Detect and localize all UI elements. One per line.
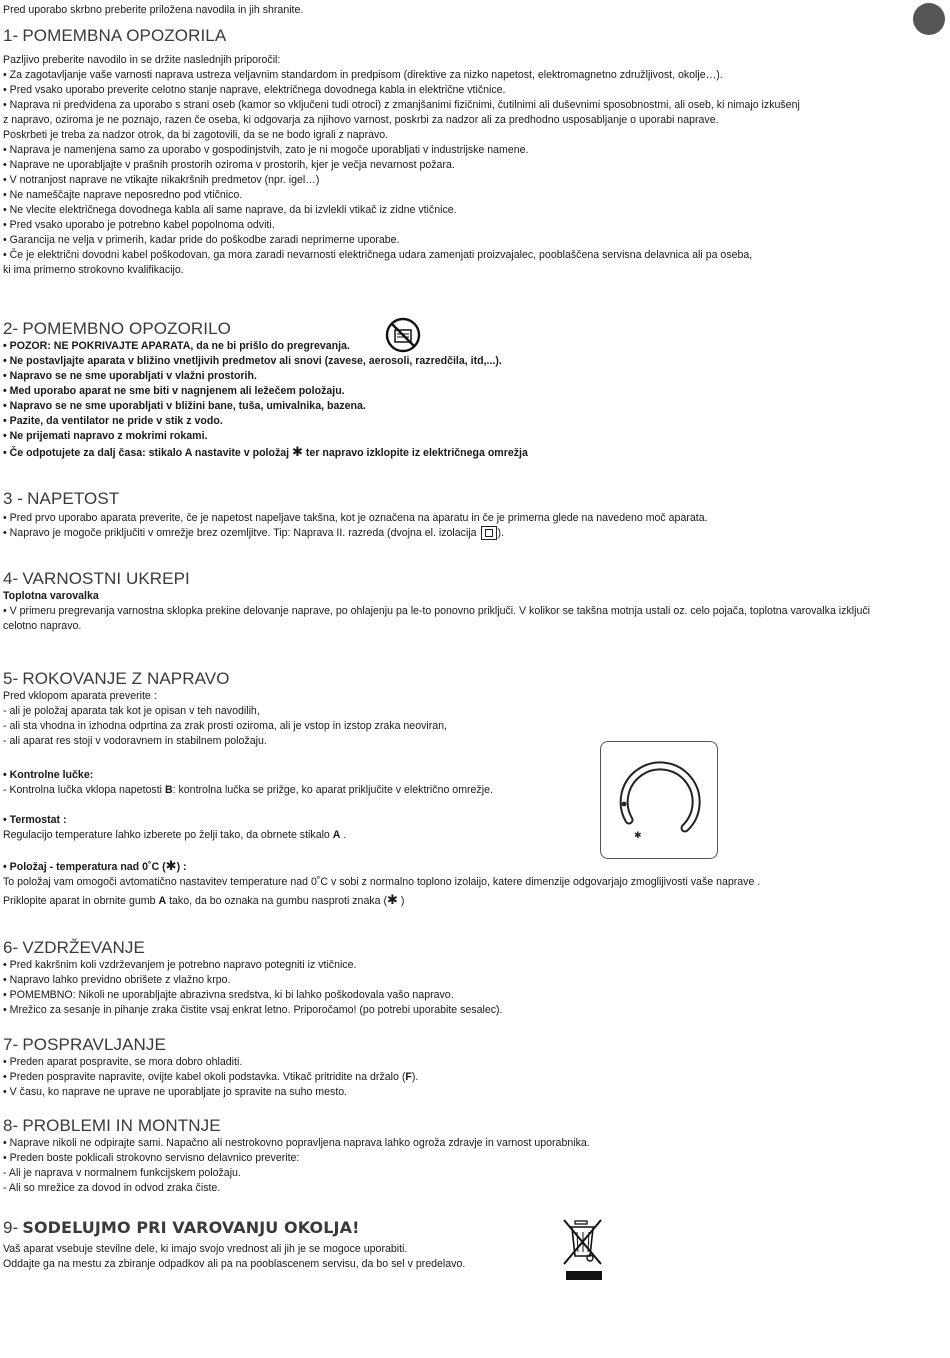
- paragraph-line: • Napravo lahko previdno obrišete z vlažno krpo.: [3, 974, 231, 986]
- paragraph-line: [3, 892, 943, 909]
- paragraph-line: Oddajte ga na mestu za zbiranje odpadkov ali pa na pooblascenem servisu, da bo sel v predelavo.: [3, 1258, 466, 1270]
- section-title: ROKOVANJE Z NAPRAVO: [22, 669, 230, 688]
- section-number: 4-: [3, 569, 19, 588]
- paragraph-line: • Naprave ne uporabljajte v prašnih prostorih oziroma v prostorih, kjer je večja nevarnost požara.: [3, 159, 455, 171]
- paragraph-line: • Naprava je namenjena samo za uporabo v gospodinjstvih, zato je ni mogoče uporabljati v industrijske namene.: [3, 144, 529, 156]
- warning-line: • Napravo se ne sme uporabljati v bližini bane, tuša, umivalnika, bazena.: [3, 400, 366, 412]
- paragraph-line: • V času, ko naprave ne uprave ne uporabljate jo spravite na suho mesto.: [3, 1086, 348, 1098]
- paragraph-text: ).: [497, 527, 504, 539]
- paragraph-line: To položaj vam omogoči avtomatično nastavitev temperature nad 0˚C v sobi z normalno toplono izolaijo, katere dimenzije odgovarjajo zmoglijivosti vaše naprave .: [3, 876, 761, 888]
- paragraph-line: - ali aparat res stoji v vodoravnem in stabilnem položaju.: [3, 735, 267, 747]
- do-not-cover-icon: [384, 316, 422, 354]
- paragraph-line: • POMEMBNO: Nikoli ne uporabljajte abrazivna sredstva, ki bi lahko poškodovala vašo napravo.: [3, 989, 454, 1001]
- section-title: POSPRAVLJANJE: [22, 1035, 166, 1054]
- paragraph-line: • Naprava ni predvidena za uporabo s strani oseb (kamor so vključeni tudi otroci) z zmanjšanimi fizičnimi, čutilnimi ali duševnimi sposobnostmi, ali oseb, ki nimajo izkušenj: [3, 99, 800, 111]
- paragraph-line: • V notranjost naprave ne vtikajte nikakršnih predmetov (npr. igel…): [3, 174, 320, 186]
- paragraph-line: • Mrežico za sesanje in pihanje zraka čistite vsaj enkrat letno. Priporočamo! (po potrebi uporabite sesalec).: [3, 1004, 503, 1016]
- paragraph-text: ): [400, 895, 405, 907]
- paragraph-text: Priklopite aparat in obrnite gumb: [3, 895, 156, 907]
- section-5: [3, 669, 943, 909]
- crossed-out-wheelie-bin-icon: [561, 1218, 605, 1282]
- paragraph-line: • Garancija ne velja v primerih, kadar pride do poškodbe zaradi neprimerne uporabe.: [3, 234, 400, 246]
- intro-text: Pred uporabo skrbno preberite priložena navodila in jih shranite.: [3, 4, 304, 16]
- section-4-heading: [3, 569, 943, 589]
- section-8: [3, 1116, 943, 1196]
- paragraph-line: - Ali so mrežice za dovod in odvod zraka čiste.: [3, 1182, 221, 1194]
- paragraph-text: Regulacijo temperature lahko izberete po želji tako, da obrnete stikalo: [3, 829, 330, 841]
- section-1: [3, 26, 943, 278]
- paragraph-text: ).: [411, 1071, 419, 1083]
- paragraph-line: • Ne nameščajte naprave neposredno pod vtičnico.: [3, 189, 243, 201]
- section-number: 8-: [3, 1116, 19, 1135]
- paragraph-line: Vaš aparat vsebuje stevilne dele, ki imajo svojo vrednost ali jih je se mogoce uporabiti.: [3, 1243, 408, 1255]
- warning-text: ter napravo izklopite iz električnega omrežja: [305, 447, 528, 459]
- section-title: POMEMBNA OPOZORILA: [22, 26, 227, 45]
- section-9: [3, 1218, 943, 1272]
- paragraph-line: • Za zagotavljanje vaše varnosti naprava ustreza veljavnim standardom in predpisom (direktive za nizko napetost, elektromagnetno združljivost, okolje…).: [3, 69, 723, 81]
- paragraph-text: tako, da bo oznaka na gumbu nasproti znaka (: [169, 895, 387, 907]
- section-title: NAPETOST: [27, 489, 120, 508]
- paragraph-line: • Pred vsako uporabo preverite celotno stanje naprave, električnega dovodnega kabla in električne vtičnice.: [3, 84, 506, 96]
- warning-line: • Napravo se ne sme uporabljati v vlažni prostorih.: [3, 370, 257, 382]
- letter-label: B: [164, 784, 173, 796]
- paragraph-line: • Pred vsako uporabo je potrebno kabel popolnoma odviti.: [3, 219, 275, 231]
- paragraph-line: • V primeru pregrevanja varnostna sklopka prekine delovanje naprave, po ohlajenju pa le-to ponovno priključi. V kolikor se takšna motnja ustali oz. celo pojača, toplotna varovalka izključi: [3, 605, 870, 617]
- section-title: VARNOSTNI UKREPI: [22, 569, 190, 588]
- warning-line: • Med uporabo aparat ne sme biti v nagnjenem ali ležečem položaju.: [3, 385, 345, 397]
- paragraph-line: • Če je električni dovodni kabel poškodovan, ga mora zaradi nevarnosti električnega udara zamenjati proizvajalec, pooblaščena servisna delavnica ali pa oseba,: [3, 249, 753, 261]
- section-3: [3, 489, 943, 541]
- paragraph-line: • Pred prvo uporabo aparata preverite, če je napetost napeljave takšna, kot je označena na aparatu in če je primerna glede na navedeno moč aparata.: [3, 512, 708, 524]
- letter-label: A: [158, 895, 167, 907]
- warning-line: • Ne prijemati napravo z mokrimi rokami.: [3, 430, 208, 442]
- paragraph-line: • Pred kakršnim koli vzdrževanjem je potrebno napravo potegniti iz vtičnice.: [3, 959, 357, 971]
- warning-line: • POZOR: NE POKRIVAJTE APARATA, da ne bi prišlo do pregrevanja.: [3, 340, 350, 352]
- paragraph-text: • Preden pospravite napravite, ovijte kabel okoli podstavka. Vtikač pritridite na držalo (: [3, 1071, 406, 1083]
- warning-line: [3, 444, 943, 461]
- letter-label: A: [332, 829, 341, 841]
- paragraph-line: Pred vklopom aparata preverite :: [3, 690, 157, 702]
- section-5-heading: [3, 669, 943, 689]
- paragraph-line: ki ima primerno strokovno kvalifikacijo.: [3, 264, 184, 276]
- warning-text: • Če odpotujete za dalj časa: stikalo A nastavite v položaj: [3, 447, 290, 459]
- paragraph-line: [3, 783, 943, 798]
- subheading: Toplotna varovalka: [3, 590, 99, 602]
- subheading: [3, 858, 943, 875]
- letter-label: F: [405, 1071, 412, 1083]
- section-number: 1-: [3, 26, 19, 45]
- paragraph-text: • Napravo je mogoče priključiti v omrežje brez ozemljitve. Tip: Naprava II. razreda (dvojna el. izolacija: [3, 527, 477, 539]
- subheading: • Termostat :: [3, 814, 67, 826]
- paragraph-line: • Ne vlecite električnega dovodnega kabla ali same naprave, da bi izvlekli vtikač iz zidne vtičnice.: [3, 204, 457, 216]
- subheading: • Kontrolne lučke:: [3, 769, 94, 781]
- section-number: 9-: [3, 1218, 19, 1237]
- paragraph-line: • Preden boste poklicali strokovno servisno delavnico preverite:: [3, 1152, 300, 1164]
- section-3-heading: [3, 489, 943, 509]
- svg-text:✱: ✱: [634, 831, 642, 841]
- paragraph-line: [3, 526, 943, 541]
- section-9-heading: [3, 1218, 943, 1238]
- section-number: 2-: [3, 319, 19, 338]
- section-2-heading: [3, 319, 943, 339]
- paragraph-line: Poskrbeti je treba za nadzor otrok, da bi zagotovili, da se ne bodo igrali z napravo.: [3, 129, 389, 141]
- section-number: 6-: [3, 938, 19, 957]
- section-title: POMEMBNO OPOZORILO: [22, 319, 231, 338]
- section-6-heading: [3, 938, 943, 958]
- warning-line: • Ne postavljajte aparata v bližino vnetljivih predmetov ali snovi (zavese, aerosoli, razredčila, itd,...).: [3, 355, 502, 367]
- section-7-heading: [3, 1035, 943, 1055]
- paragraph-text: : kontrolna lučka se prižge, ko aparat priključite v električno omrežje.: [172, 784, 493, 796]
- paragraph-line: [3, 828, 943, 843]
- paragraph-line: • Preden aparat pospravite, se mora dobro ohladiti.: [3, 1056, 243, 1068]
- paragraph-text: .: [343, 829, 347, 841]
- paragraph-line: [3, 1070, 943, 1085]
- warning-line: • Pazite, da ventilator ne pride v stik z vodo.: [3, 415, 223, 427]
- frost-star-icon: ✱: [292, 444, 303, 459]
- section-number: 5-: [3, 669, 19, 688]
- paragraph-line: • Naprave nikoli ne odpirajte sami. Napačno ali nestrokovno popravljena naprava lahko ogroža zdravje in varnost uporabnika.: [3, 1137, 590, 1149]
- section-title: VZDRŽEVANJE: [22, 938, 145, 957]
- section-6: [3, 938, 943, 1018]
- thermostat-knob-icon: [600, 741, 718, 859]
- section-2: [3, 319, 943, 461]
- paragraph-text: - Kontrolna lučka vklopa napetosti: [3, 784, 162, 796]
- paragraph-line: - ali sta vhodna in izhodna odprtina za zrak prosti oziroma, ali je vstop in izstop zraka neoviran,: [3, 720, 447, 732]
- double-insulation-icon: [481, 526, 497, 540]
- paragraph-line: Pazljivo preberite navodilo in se držite naslednjih priporočil:: [3, 54, 281, 66]
- paragraph-line: - ali je položaj aparata tak kot je opisan v teh navodilih,: [3, 705, 260, 717]
- paragraph-line: - Ali je naprava v normalnem funkcijskem položaju.: [3, 1167, 241, 1179]
- section-4: [3, 569, 943, 634]
- subheading-text: • Položaj - temperatura nad 0˚C (: [3, 861, 166, 873]
- section-number: 3 -: [3, 489, 24, 508]
- frost-star-icon: ✱: [387, 892, 398, 907]
- section-1-heading: [3, 26, 943, 46]
- paragraph-line: z napravo, oziroma je ne poznajo, razen če oseba, ki odgovarja za njihovo varnost, poskrbi za nadzor ali za predhodno usposabljanje o uporabi naprave.: [3, 114, 719, 126]
- section-8-heading: [3, 1116, 943, 1136]
- subheading-text: ) :: [176, 861, 187, 873]
- section-7: [3, 1035, 943, 1100]
- section-number: 7-: [3, 1035, 19, 1054]
- section-title: SODELUJMO PRI VAROVANJU OKOLJA!: [22, 1218, 360, 1237]
- frost-star-icon: ✱: [165, 858, 177, 873]
- paragraph-line: celotno napravo.: [3, 620, 82, 632]
- section-title: PROBLEMI IN MONTNJE: [22, 1116, 221, 1135]
